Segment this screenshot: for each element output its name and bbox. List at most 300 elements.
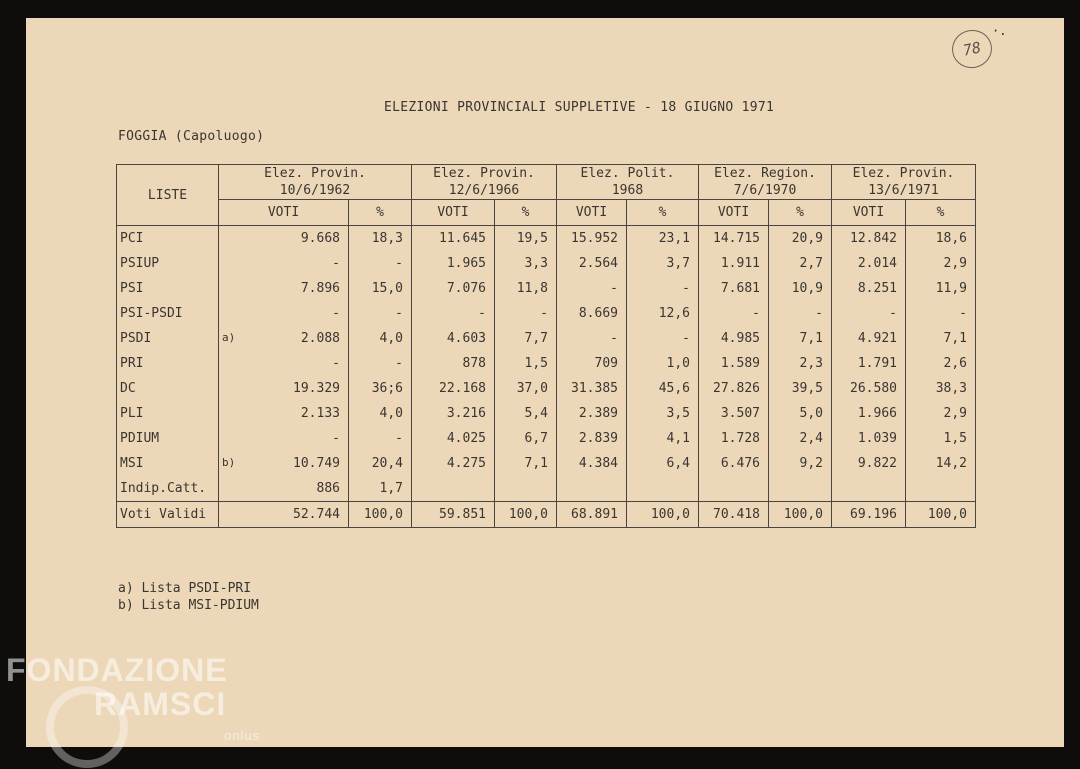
cell-value: 1.966 xyxy=(857,406,897,421)
cell-value: 12.842 xyxy=(850,231,897,246)
party-name: MSI xyxy=(120,456,144,471)
table-cell xyxy=(219,251,349,276)
cell-value: 7.896 xyxy=(300,281,340,296)
cell-value: 8.251 xyxy=(857,281,897,296)
cell-value: - xyxy=(959,306,967,321)
table-row xyxy=(117,351,976,376)
cell-value: 2.014 xyxy=(857,256,897,271)
party-name: PSDI xyxy=(120,331,152,346)
table-cell xyxy=(627,376,699,401)
table-cell xyxy=(412,451,495,476)
cell-value: - xyxy=(889,306,897,321)
table-row xyxy=(117,451,976,476)
cell-value: 20,9 xyxy=(791,231,823,246)
cell-value: 2,9 xyxy=(943,256,967,271)
table-cell xyxy=(832,376,906,401)
cell-value: 2.389 xyxy=(578,406,618,421)
cell-value: - xyxy=(395,356,403,371)
table-cell xyxy=(495,226,557,252)
table-cell xyxy=(349,426,412,451)
table-cell xyxy=(349,476,412,502)
party-name: PSI-PSDI xyxy=(120,306,183,321)
table-cell xyxy=(219,426,349,451)
party-name: Indip.Catt. xyxy=(120,481,207,496)
cell-value: 26.580 xyxy=(850,381,897,396)
table-cell: 68.891 xyxy=(557,502,627,528)
cell-value: 10,9 xyxy=(791,281,823,296)
table-cell xyxy=(906,326,976,351)
table-cell xyxy=(699,401,769,426)
cell-value: 7,7 xyxy=(524,331,548,346)
cell-value: 2,4 xyxy=(799,431,823,446)
table-cell: 59.851 xyxy=(412,502,495,528)
cell-value: 878 xyxy=(462,356,486,371)
cell-value: 886 xyxy=(316,481,340,496)
table-cell xyxy=(412,476,495,502)
cell-value: 709 xyxy=(594,356,618,371)
cell-value: - xyxy=(610,331,618,346)
table-cell xyxy=(412,376,495,401)
cell-value: 7,1 xyxy=(943,331,967,346)
table-cell xyxy=(906,426,976,451)
group-header-line2: 7/6/1970 xyxy=(733,183,797,198)
total-row xyxy=(117,502,976,528)
cell-value: 4.603 xyxy=(446,331,486,346)
table-cell xyxy=(627,226,699,252)
party-name: PLI xyxy=(120,406,144,421)
table-cell: 100,0 xyxy=(349,502,412,528)
liste-header: LISTE xyxy=(117,165,219,226)
table-cell xyxy=(832,226,906,252)
table-cell xyxy=(769,251,832,276)
cell-value: 2.133 xyxy=(300,406,340,421)
table-cell xyxy=(412,401,495,426)
pct-header: % xyxy=(495,200,557,226)
group-header-line1: Elez. Polit. xyxy=(580,166,675,181)
cell-value: 2,9 xyxy=(943,406,967,421)
table-cell xyxy=(906,276,976,301)
cell-value: 7.681 xyxy=(720,281,760,296)
cell-value: 9.822 xyxy=(857,456,897,471)
cell-value: 7,1 xyxy=(524,456,548,471)
archive-number: 78 xyxy=(961,38,983,60)
cell-value: 4.384 xyxy=(578,456,618,471)
table-cell xyxy=(699,351,769,376)
sub-header-row xyxy=(117,200,976,226)
table-row xyxy=(117,401,976,426)
group-header xyxy=(412,165,557,200)
cell-value: 2,3 xyxy=(799,356,823,371)
table-cell xyxy=(557,301,627,326)
cell-value: 1,5 xyxy=(943,431,967,446)
table-cell: 100,0 xyxy=(769,502,832,528)
table-row xyxy=(117,426,976,451)
table-cell xyxy=(832,451,906,476)
table-cell xyxy=(349,326,412,351)
group-header xyxy=(219,165,412,200)
group-header-row xyxy=(117,165,976,200)
table-cell xyxy=(769,326,832,351)
corner-mark: ·. xyxy=(992,24,1007,38)
table-cell xyxy=(557,276,627,301)
table-cell xyxy=(495,326,557,351)
fondazione-gramsci-watermark-logo xyxy=(6,652,261,743)
cell-value: 15,0 xyxy=(371,281,403,296)
table-row xyxy=(117,251,976,276)
table-cell xyxy=(557,451,627,476)
cell-value: 23,1 xyxy=(658,231,690,246)
cell-value: 1.791 xyxy=(857,356,897,371)
cell-value: - xyxy=(478,306,486,321)
table-cell xyxy=(627,451,699,476)
table-cell xyxy=(557,476,627,502)
table-cell xyxy=(495,451,557,476)
table-cell xyxy=(906,451,976,476)
cell-value: 45,6 xyxy=(658,381,690,396)
cell-value: - xyxy=(332,256,340,271)
table-cell xyxy=(219,326,349,351)
table-cell xyxy=(557,226,627,252)
table-cell xyxy=(699,276,769,301)
cell-value: 1.911 xyxy=(720,256,760,271)
cell-value: 18,6 xyxy=(935,231,967,246)
table-cell xyxy=(349,451,412,476)
footnote: b) Lista MSI-PDIUM xyxy=(118,598,259,613)
table-cell xyxy=(832,276,906,301)
table-cell xyxy=(349,251,412,276)
table-cell xyxy=(219,401,349,426)
cell-value: 2,6 xyxy=(943,356,967,371)
table-cell xyxy=(906,376,976,401)
cell-value: 6,4 xyxy=(666,456,690,471)
table-cell xyxy=(117,451,219,476)
group-header-line2: 1968 xyxy=(611,183,644,198)
table-cell xyxy=(627,351,699,376)
group-header-line1: Elez. Region. xyxy=(714,166,816,181)
table-body xyxy=(117,226,976,502)
pct-header: % xyxy=(769,200,832,226)
cell-value: 1,7 xyxy=(379,481,403,496)
cell-value: 2.839 xyxy=(578,431,618,446)
table-cell xyxy=(557,376,627,401)
table-cell xyxy=(627,326,699,351)
cell-value: 4.921 xyxy=(857,331,897,346)
voti-header: VOTI xyxy=(412,200,495,226)
cell-value: 18,3 xyxy=(371,231,403,246)
cell-value: 14.715 xyxy=(713,231,760,246)
table-cell xyxy=(832,251,906,276)
cell-value: 1.589 xyxy=(720,356,760,371)
table-cell xyxy=(769,426,832,451)
table-cell xyxy=(906,226,976,252)
table-cell xyxy=(699,426,769,451)
cell-value: - xyxy=(332,431,340,446)
table-cell: 69.196 xyxy=(832,502,906,528)
cell-value: 2.564 xyxy=(578,256,618,271)
cell-value: - xyxy=(610,281,618,296)
table-cell xyxy=(349,301,412,326)
table-cell xyxy=(769,351,832,376)
cell-value: 31.385 xyxy=(571,381,618,396)
group-header xyxy=(699,165,832,200)
voti-header: VOTI xyxy=(557,200,627,226)
cell-value: 1,0 xyxy=(666,356,690,371)
cell-value: 36;6 xyxy=(371,381,403,396)
voti-header: VOTI xyxy=(832,200,906,226)
cell-value: - xyxy=(540,306,548,321)
cell-value: 11,8 xyxy=(516,281,548,296)
watermark-line3: onlus xyxy=(224,728,261,743)
table-cell xyxy=(769,376,832,401)
cell-value: 6,7 xyxy=(524,431,548,446)
table-cell xyxy=(699,326,769,351)
election-results-table xyxy=(116,164,976,528)
table-cell xyxy=(627,401,699,426)
cell-value: - xyxy=(682,281,690,296)
table-cell xyxy=(495,351,557,376)
table-cell: 70.418 xyxy=(699,502,769,528)
table-cell xyxy=(557,426,627,451)
table-cell xyxy=(557,401,627,426)
cell-value: 22.168 xyxy=(439,381,486,396)
cell-value: 11,9 xyxy=(935,281,967,296)
cell-value: 4.985 xyxy=(720,331,760,346)
group-header-line2: 13/6/1971 xyxy=(868,183,939,198)
pct-header: % xyxy=(906,200,976,226)
table-cell xyxy=(219,226,349,252)
voti-header: VOTI xyxy=(699,200,769,226)
table-cell xyxy=(699,251,769,276)
table-row xyxy=(117,376,976,401)
table-cell xyxy=(117,226,219,252)
table-cell: 100,0 xyxy=(495,502,557,528)
pct-header: % xyxy=(627,200,699,226)
table-cell xyxy=(627,251,699,276)
table-cell xyxy=(349,351,412,376)
party-name: PCI xyxy=(120,231,144,246)
table-cell xyxy=(769,451,832,476)
table-cell xyxy=(349,376,412,401)
cell-value: 14,2 xyxy=(935,456,967,471)
table-cell xyxy=(699,226,769,252)
footnotes xyxy=(118,580,259,614)
cell-value: - xyxy=(395,306,403,321)
city-heading: FOGGIA (Capoluogo) xyxy=(118,129,265,144)
table-cell xyxy=(906,251,976,276)
party-name: PSIUP xyxy=(120,256,160,271)
cell-value: - xyxy=(752,306,760,321)
cell-value: - xyxy=(332,306,340,321)
footnote-marker: a) xyxy=(222,331,236,344)
table-cell xyxy=(412,251,495,276)
table-cell xyxy=(412,226,495,252)
table-cell xyxy=(117,326,219,351)
cell-value: 2.088 xyxy=(300,331,340,346)
table-cell xyxy=(117,401,219,426)
table-cell xyxy=(349,226,412,252)
cell-value: 9.668 xyxy=(300,231,340,246)
cell-value: - xyxy=(332,356,340,371)
group-header xyxy=(832,165,976,200)
cell-value: 10.749 xyxy=(293,456,340,471)
cell-value: 1.039 xyxy=(857,431,897,446)
party-name: PDIUM xyxy=(120,431,160,446)
cell-value: 7,1 xyxy=(799,331,823,346)
cell-value: 1,5 xyxy=(524,356,548,371)
table-cell xyxy=(412,426,495,451)
table-cell xyxy=(557,251,627,276)
table-cell xyxy=(769,401,832,426)
table-cell xyxy=(832,301,906,326)
table-cell xyxy=(627,276,699,301)
cell-value: 12,6 xyxy=(658,306,690,321)
table-cell: 52.744 xyxy=(219,502,349,528)
cell-value: 5,4 xyxy=(524,406,548,421)
table-cell xyxy=(412,326,495,351)
table-cell xyxy=(699,376,769,401)
cell-value: 7.076 xyxy=(446,281,486,296)
cell-value: - xyxy=(395,256,403,271)
cell-value: 1.728 xyxy=(720,431,760,446)
table-cell xyxy=(832,401,906,426)
cell-value: 4.025 xyxy=(446,431,486,446)
table-cell xyxy=(219,376,349,401)
table-cell xyxy=(699,476,769,502)
table-cell xyxy=(219,476,349,502)
table-cell xyxy=(412,276,495,301)
cell-value: 3.507 xyxy=(720,406,760,421)
group-header-line1: Elez. Provin. xyxy=(264,166,366,181)
cell-value: 4,0 xyxy=(379,331,403,346)
document-title: ELEZIONI PROVINCIALI SUPPLETIVE - 18 GIUGNO 1971 xyxy=(384,100,775,115)
table-cell xyxy=(495,301,557,326)
table-cell xyxy=(627,476,699,502)
table-cell xyxy=(769,301,832,326)
footnote-marker: b) xyxy=(222,456,236,469)
table-row xyxy=(117,276,976,301)
cell-value: 9,2 xyxy=(799,456,823,471)
table-cell xyxy=(906,351,976,376)
table-cell xyxy=(906,476,976,502)
group-header xyxy=(557,165,699,200)
table-cell xyxy=(117,251,219,276)
footnote: a) Lista PSDI-PRI xyxy=(118,581,252,596)
table-cell xyxy=(832,326,906,351)
table-cell xyxy=(117,301,219,326)
cell-value: 38,3 xyxy=(935,381,967,396)
cell-value: 2,7 xyxy=(799,256,823,271)
table-cell xyxy=(557,351,627,376)
table-cell xyxy=(117,476,219,502)
cell-value: 4,0 xyxy=(379,406,403,421)
cell-value: 39,5 xyxy=(791,381,823,396)
table-cell: 100,0 xyxy=(906,502,976,528)
table-row xyxy=(117,476,976,502)
table-cell xyxy=(557,326,627,351)
table-row xyxy=(117,301,976,326)
table-cell xyxy=(349,276,412,301)
table-cell xyxy=(219,451,349,476)
table-cell xyxy=(627,301,699,326)
cell-value: 20,4 xyxy=(371,456,403,471)
table-cell xyxy=(495,276,557,301)
table-row xyxy=(117,226,976,252)
cell-value: 3,7 xyxy=(666,256,690,271)
table-cell xyxy=(832,351,906,376)
cell-value: 1.965 xyxy=(446,256,486,271)
cell-value: 27.826 xyxy=(713,381,760,396)
table-cell xyxy=(769,226,832,252)
cell-value: - xyxy=(815,306,823,321)
cell-value: 6.476 xyxy=(720,456,760,471)
table-cell xyxy=(906,401,976,426)
party-name: PRI xyxy=(120,356,144,371)
table-cell xyxy=(832,476,906,502)
table-cell xyxy=(412,301,495,326)
table-cell xyxy=(769,276,832,301)
table-cell xyxy=(117,426,219,451)
table-cell xyxy=(219,301,349,326)
table-cell xyxy=(699,301,769,326)
cell-value: 3,5 xyxy=(666,406,690,421)
group-header-line1: Elez. Provin. xyxy=(433,166,535,181)
table-cell xyxy=(627,426,699,451)
cell-value: 4,1 xyxy=(666,431,690,446)
table-cell: 100,0 xyxy=(627,502,699,528)
watermark-line2: RAMSCI xyxy=(94,686,227,722)
table-cell xyxy=(219,351,349,376)
table-cell xyxy=(906,301,976,326)
table-cell xyxy=(117,351,219,376)
cell-value: 19,5 xyxy=(516,231,548,246)
table-cell xyxy=(495,251,557,276)
table-cell xyxy=(117,376,219,401)
table-cell xyxy=(117,276,219,301)
cell-value: 3,3 xyxy=(524,256,548,271)
voti-header: VOTI xyxy=(219,200,349,226)
table-cell xyxy=(412,351,495,376)
group-header-line2: 10/6/1962 xyxy=(279,183,351,198)
cell-value: 19.329 xyxy=(293,381,340,396)
party-name: PSI xyxy=(120,281,144,296)
table-cell xyxy=(495,401,557,426)
table-cell xyxy=(495,376,557,401)
table-cell xyxy=(495,426,557,451)
watermark-line1: FONDAZIONE xyxy=(6,652,228,688)
table-cell xyxy=(349,401,412,426)
table-cell xyxy=(832,426,906,451)
cell-value: 4.275 xyxy=(446,456,486,471)
table-row xyxy=(117,326,976,351)
cell-value: 11.645 xyxy=(439,231,486,246)
group-header-line2: 12/6/1966 xyxy=(448,183,520,198)
group-header-line1: Elez. Provin. xyxy=(852,166,955,181)
cell-value: - xyxy=(395,431,403,446)
party-name: DC xyxy=(120,381,136,396)
table-cell xyxy=(769,476,832,502)
cell-value: 37,0 xyxy=(516,381,548,396)
table-cell xyxy=(699,451,769,476)
cell-value: 5,0 xyxy=(799,406,823,421)
pct-header: % xyxy=(349,200,412,226)
cell-value: 8.669 xyxy=(578,306,618,321)
cell-value: 3.216 xyxy=(446,406,486,421)
cell-value: 15.952 xyxy=(571,231,618,246)
table-cell xyxy=(495,476,557,502)
table-cell: Voti Validi xyxy=(117,502,219,528)
cell-value: - xyxy=(682,331,690,346)
table-cell xyxy=(219,276,349,301)
